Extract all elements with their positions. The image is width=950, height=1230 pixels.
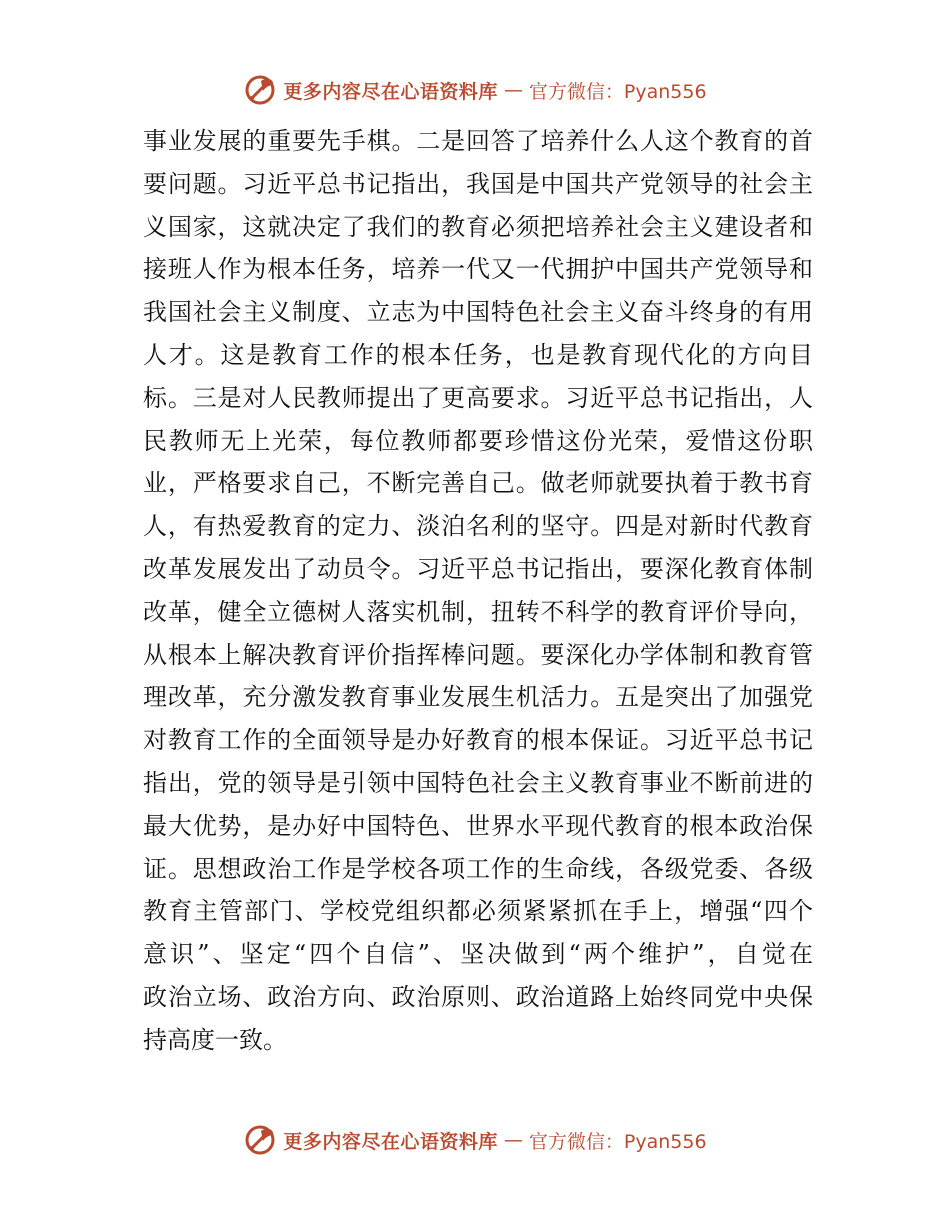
text-line: 业，严格要求自己，不断完善自己。做老师就要执着于教书育 [143,469,813,498]
text-line: 政治立场、政治方向、政治原则、政治道路上始终同党中央保 [143,982,813,1011]
text-line: 人，有热爱教育的定力、淡泊名利的坚守。四是对新时代教育 [143,512,813,541]
text-line: 指出，党的领导是引领中国特色社会主义教育事业不断前进的 [143,768,813,797]
text-line: 事业发展的重要先手棋。二是回答了培养什么人这个教育的首 [143,127,813,155]
banner-wechat-id: 官方微信：Pyan556 [528,1130,707,1153]
footer-banner [0,1120,950,1160]
banner-separator: — [503,1129,523,1151]
text-line: 改革，健全立德树人落实机制，扭转不科学的教育评价导向， [143,597,813,626]
text-line: 从根本上解决教育评价指挥棒问题。要深化办学体制和教育管 [143,640,813,669]
banner-promo-text: 更多内容尽在心语资料库 [283,1130,498,1153]
banner-promo-text: 更多内容尽在心语资料库 [283,80,498,103]
text-line: 人才。这是教育工作的根本任务，也是教育现代化的方向目 [143,340,813,369]
banner-separator: — [503,79,523,101]
text-line: 民教师无上光荣，每位教师都要珍惜这份光荣，爱惜这份职 [143,426,813,455]
text-line: 我国社会主义制度、立志为中国特色社会主义奋斗终身的有用 [143,298,813,327]
text-line: 要问题。习近平总书记指出，我国是中国共产党领导的社会主 [143,169,813,198]
banner-wechat-id: 官方微信：Pyan556 [528,80,707,103]
text-line: 接班人作为根本任务，培养一代又一代拥护中国共产党领导和 [143,255,813,284]
text-line: 最大优势，是办好中国特色、世界水平现代教育的根本政治保 [143,811,813,840]
text-line: 标。三是对人民教师提出了更高要求。习近平总书记指出，人 [143,383,813,412]
document-body [143,120,813,1062]
text-line: 义国家，这就决定了我们的教育必须把培养社会主义建设者和 [143,212,813,241]
text-line: 改革发展发出了动员令。习近平总书记指出，要深化教育体制 [143,554,813,583]
text-line: 理改革，充分激发教育事业发展生机活力。五是突出了加强党 [143,683,813,712]
text-line-last: 持高度一致。 [143,1025,287,1054]
header-banner [0,70,950,110]
text-line: 意识”、坚定“四个自信”、坚决做到“两个维护”，自觉在 [143,940,813,969]
text-line: 教育主管部门、学校党组织都必须紧紧抓在手上，增强“四个 [143,897,813,926]
quill-pen-logo-icon [243,1123,277,1157]
text-line: 证。思想政治工作是学校各项工作的生命线，各级党委、各级 [143,854,813,883]
quill-pen-logo-icon [243,73,277,107]
text-line: 对教育工作的全面领导是办好教育的根本保证。习近平总书记 [143,726,813,755]
